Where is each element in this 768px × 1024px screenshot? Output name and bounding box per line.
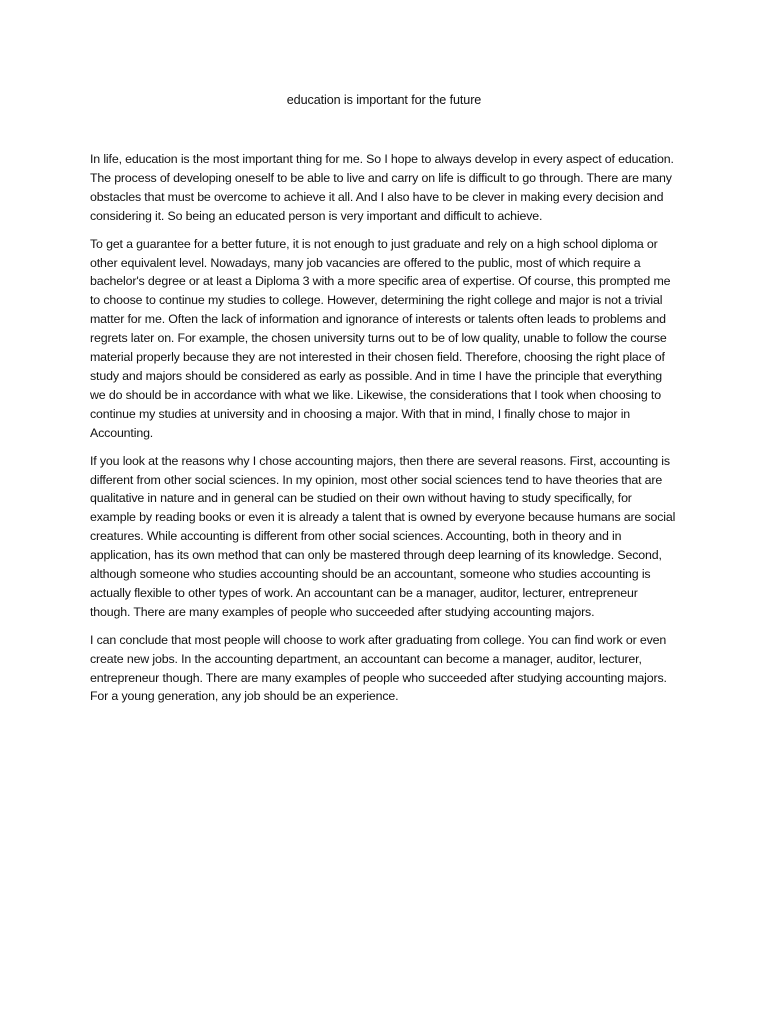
paragraph-3: If you look at the reasons why I chose accounting majors, then there are several reasons. First, accounting is different from other social sciences. In my opinion, most other social sciences tend to have theories that are qualitative in nature and in general can be studied on their own without having to study specifically, for example by reading books or even it is already a talent that is owned by everyone because humans are social creatures. While accounting is different from other social sciences. Accounting, both in theory and in application, has its own method that can only be mastered through deep learning of its knowledge. Second, although someone who studies accounting should be an accountant, someone who studies accounting is actually flexible to other types of work. An accountant can be a manager, auditor, lecturer, entrepreneur though. There are many examples of people who succeeded after studying accounting majors.: [90, 453, 676, 619]
paragraph-2: To get a guarantee for a better future, it is not enough to just graduate and rely on a high school diploma or other equivalent level. Nowadays, many job vacancies are offered to the public, most of which require a bachelor's degree or at least a Diploma 3 with a more specific area of expertise. Of course, this prompted me to choose to continue my studies to college. However, determining the right college and major is not a trivial matter for me. Often the lack of information and ignorance of interests or talents often leads to problems and regrets later on. For example, the chosen university turns out to be of low quality, unable to follow the course material properly because they are not interested in their chosen field. Therefore, choosing the right place of study and majors should be considered as early as possible. And in time I have the principle that everything we do should be in accordance with what we like. Likewise, the considerations that I took when choosing to continue my studies at university and in choosing a major. With that in mind, I finally chose to major in Accounting.: [90, 236, 671, 440]
document-title: education is important for the future: [286, 93, 482, 107]
document-body: [90, 150, 680, 715]
paragraph-4: I can conclude that most people will choose to work after graduating from college. You can find work or even create new jobs. In the accounting department, an accountant can become a manager, auditor, lecturer, entrepreneur though. There are many examples of people who succeeded after studying accounting majors. For a young generation, any job should be an experience.: [90, 632, 667, 704]
paragraph-1: In life, education is the most important thing for me. So I hope to always develop in every aspect of education. The process of developing oneself to be able to live and carry on life is difficult to go through. There are many obstacles that must be overcome to achieve it all. And I also have to be clever in making every decision and considering it. So being an educated person is very important and difficult to achieve.: [90, 152, 674, 223]
